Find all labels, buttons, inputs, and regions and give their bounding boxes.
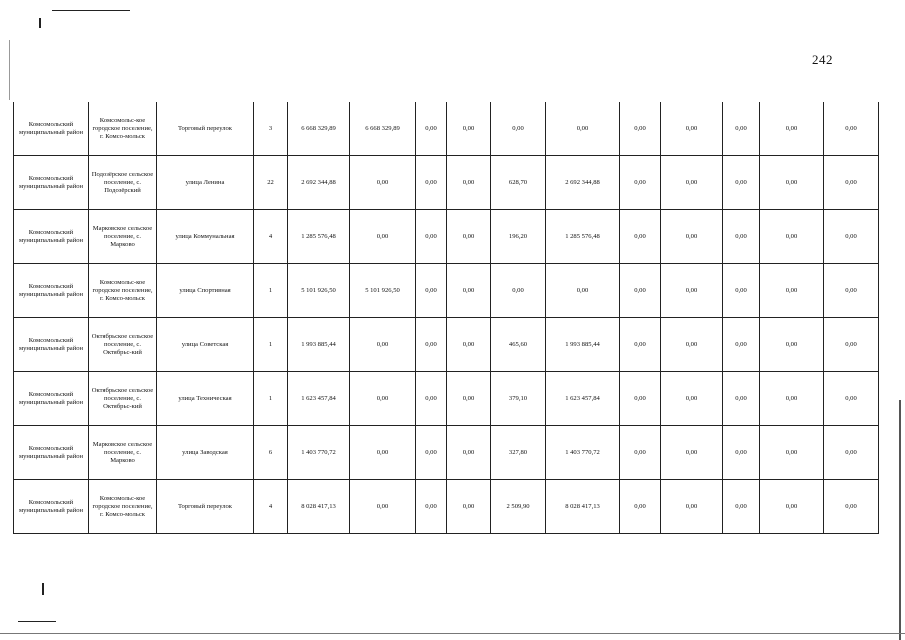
value-cell: 0,00 <box>723 210 760 264</box>
value-cell: 0,00 <box>447 264 491 318</box>
district-cell: Комсомольский муниципальный район <box>14 102 89 156</box>
value-cell: 0,00 <box>661 480 723 534</box>
value-cell: 0,00 <box>620 264 661 318</box>
value-cell: 1 993 885,44 <box>288 318 350 372</box>
value-cell: 0,00 <box>760 318 824 372</box>
value-cell: 0,00 <box>546 102 620 156</box>
value-cell: 0,00 <box>661 102 723 156</box>
scan-left-mark <box>39 18 41 28</box>
district-cell: Комсомольский муниципальный район <box>14 480 89 534</box>
settlement-cell: Подозёрское сельское поселение, с. Подозёрский <box>89 156 157 210</box>
value-cell: 8 028 417,13 <box>546 480 620 534</box>
table-body <box>14 102 879 534</box>
value-cell: 1 285 576,48 <box>546 210 620 264</box>
value-cell: 379,10 <box>491 372 546 426</box>
scan-left-edge <box>9 40 10 100</box>
value-cell: 0,00 <box>824 156 879 210</box>
value-cell: 0,00 <box>447 210 491 264</box>
value-cell: 6 668 329,89 <box>288 102 350 156</box>
value-cell: 0,00 <box>350 480 416 534</box>
value-cell: 0,00 <box>620 156 661 210</box>
value-cell: 0,00 <box>824 372 879 426</box>
value-cell: 0,00 <box>661 264 723 318</box>
count-cell: 1 <box>254 372 288 426</box>
street-cell: улица Советская <box>157 318 254 372</box>
value-cell: 0,00 <box>416 264 447 318</box>
value-cell: 0,00 <box>620 480 661 534</box>
value-cell: 0,00 <box>447 156 491 210</box>
value-cell: 0,00 <box>416 480 447 534</box>
value-cell: 0,00 <box>350 372 416 426</box>
settlement-cell: Марковское сельское поселение, с. Марково <box>89 210 157 264</box>
value-cell: 0,00 <box>760 264 824 318</box>
value-cell: 0,00 <box>760 156 824 210</box>
table-row <box>14 210 879 264</box>
settlement-cell: Октябрьское сельское поселение, с. Октябрьс-кий <box>89 372 157 426</box>
value-cell: 327,80 <box>491 426 546 480</box>
value-cell: 0,00 <box>760 210 824 264</box>
value-cell: 0,00 <box>723 264 760 318</box>
count-cell: 4 <box>254 480 288 534</box>
count-cell: 6 <box>254 426 288 480</box>
value-cell: 0,00 <box>416 156 447 210</box>
value-cell: 0,00 <box>760 372 824 426</box>
value-cell: 0,00 <box>491 264 546 318</box>
table-row <box>14 318 879 372</box>
scan-bottom-mark <box>42 583 44 595</box>
street-cell: Торговый переулок <box>157 480 254 534</box>
table-row <box>14 426 879 480</box>
value-cell: 0,00 <box>723 318 760 372</box>
count-cell: 4 <box>254 210 288 264</box>
value-cell: 5 101 926,50 <box>288 264 350 318</box>
value-cell: 0,00 <box>416 426 447 480</box>
table-row <box>14 156 879 210</box>
settlement-cell: Октябрьское сельское поселение, с. Октябрьс-кий <box>89 318 157 372</box>
scan-top-line <box>52 10 130 11</box>
district-cell: Комсомольский муниципальный район <box>14 372 89 426</box>
value-cell: 0,00 <box>661 210 723 264</box>
district-cell: Комсомольский муниципальный район <box>14 426 89 480</box>
value-cell: 0,00 <box>350 426 416 480</box>
settlement-cell: Комсомольс-кое городское поселение, г. Комсо-мольск <box>89 102 157 156</box>
value-cell: 0,00 <box>620 210 661 264</box>
value-cell: 0,00 <box>661 318 723 372</box>
value-cell: 2 692 344,88 <box>546 156 620 210</box>
value-cell: 2 692 344,88 <box>288 156 350 210</box>
value-cell: 0,00 <box>447 102 491 156</box>
value-cell: 0,00 <box>661 426 723 480</box>
value-cell: 0,00 <box>350 156 416 210</box>
value-cell: 5 101 926,50 <box>350 264 416 318</box>
district-cell: Комсомольский муниципальный район <box>14 210 89 264</box>
settlement-cell: Марковское сельское поселение, с. Марково <box>89 426 157 480</box>
value-cell: 0,00 <box>824 102 879 156</box>
street-cell: улица Заводская <box>157 426 254 480</box>
value-cell: 465,60 <box>491 318 546 372</box>
value-cell: 0,00 <box>416 102 447 156</box>
value-cell: 1 403 770,72 <box>288 426 350 480</box>
value-cell: 0,00 <box>447 426 491 480</box>
value-cell: 0,00 <box>447 318 491 372</box>
value-cell: 0,00 <box>350 210 416 264</box>
value-cell: 0,00 <box>760 426 824 480</box>
value-cell: 0,00 <box>661 156 723 210</box>
value-cell: 0,00 <box>824 426 879 480</box>
value-cell: 0,00 <box>620 318 661 372</box>
table-row <box>14 264 879 318</box>
table-row <box>14 102 879 156</box>
value-cell: 0,00 <box>416 318 447 372</box>
data-table <box>13 102 879 534</box>
scan-bottom-dash <box>18 621 56 622</box>
value-cell: 0,00 <box>824 318 879 372</box>
value-cell: 0,00 <box>350 318 416 372</box>
value-cell: 8 028 417,13 <box>288 480 350 534</box>
value-cell: 0,00 <box>824 210 879 264</box>
value-cell: 0,00 <box>824 264 879 318</box>
value-cell: 0,00 <box>760 480 824 534</box>
value-cell: 0,00 <box>620 426 661 480</box>
scan-bottom-line <box>0 633 905 634</box>
value-cell: 1 623 457,84 <box>546 372 620 426</box>
value-cell: 0,00 <box>723 426 760 480</box>
scan-right-edge <box>899 400 901 640</box>
table-row <box>14 372 879 426</box>
street-cell: Торговый переулок <box>157 102 254 156</box>
settlement-cell: Комсомольс-кое городское поселение, г. Комсо-мольск <box>89 264 157 318</box>
page-number: 242 <box>812 52 833 67</box>
value-cell: 0,00 <box>546 264 620 318</box>
count-cell: 3 <box>254 102 288 156</box>
value-cell: 1 993 885,44 <box>546 318 620 372</box>
count-cell: 1 <box>254 264 288 318</box>
value-cell: 0,00 <box>620 372 661 426</box>
value-cell: 1 403 770,72 <box>546 426 620 480</box>
district-cell: Комсомольский муниципальный район <box>14 318 89 372</box>
value-cell: 0,00 <box>416 372 447 426</box>
count-cell: 22 <box>254 156 288 210</box>
value-cell: 1 285 576,48 <box>288 210 350 264</box>
value-cell: 0,00 <box>723 156 760 210</box>
street-cell: улица Спортивная <box>157 264 254 318</box>
value-cell: 6 668 329,89 <box>350 102 416 156</box>
street-cell: улица Ленина <box>157 156 254 210</box>
district-cell: Комсомольский муниципальный район <box>14 264 89 318</box>
district-cell: Комсомольский муниципальный район <box>14 156 89 210</box>
value-cell: 1 623 457,84 <box>288 372 350 426</box>
value-cell: 0,00 <box>447 372 491 426</box>
value-cell: 0,00 <box>760 102 824 156</box>
value-cell: 628,70 <box>491 156 546 210</box>
value-cell: 0,00 <box>723 480 760 534</box>
value-cell: 0,00 <box>620 102 661 156</box>
value-cell: 196,20 <box>491 210 546 264</box>
table-row <box>14 480 879 534</box>
count-cell: 1 <box>254 318 288 372</box>
value-cell: 0,00 <box>447 480 491 534</box>
value-cell: 0,00 <box>491 102 546 156</box>
value-cell: 0,00 <box>416 210 447 264</box>
value-cell: 0,00 <box>824 480 879 534</box>
value-cell: 2 509,90 <box>491 480 546 534</box>
value-cell: 0,00 <box>661 372 723 426</box>
street-cell: улица Техническая <box>157 372 254 426</box>
value-cell: 0,00 <box>723 102 760 156</box>
value-cell: 0,00 <box>723 372 760 426</box>
street-cell: улица Коммунальная <box>157 210 254 264</box>
settlement-cell: Комсомольс-кое городское поселение, г. Комсо-мольск <box>89 480 157 534</box>
